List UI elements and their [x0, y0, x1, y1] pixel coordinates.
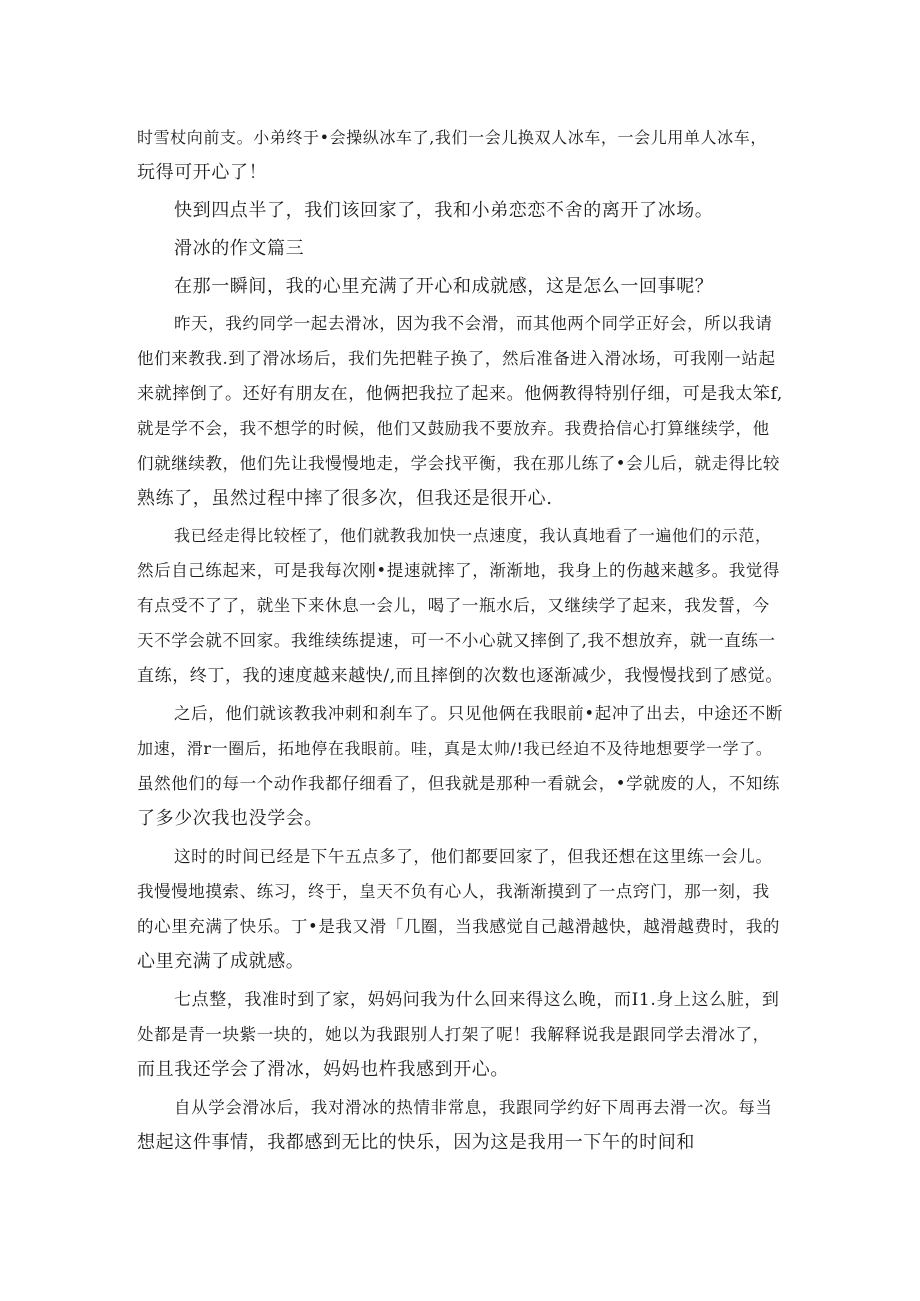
text-line: 然后自己练起来，可是我每次刚•提速就摔了，渐渐地，我身上的伤越来越多。我觉得 [137, 561, 781, 580]
text-line: 来就摔倒了。还好有朋友在，他俩把我拉了起来。他俩教得特别仔细，可是我太笨f, [137, 384, 783, 404]
text-line: 直练，终丁，我的速度越来越快/,而且摔倒的次数也逐渐减少，我慢慢找到了感觉。 [137, 666, 783, 686]
text-line: 心里充满了成就感。 [137, 951, 305, 972]
text-line: 玩得可开心了！ [137, 162, 268, 183]
text-line: 有点受不了了，就坐下来休息一会儿，喝了一瓶水后，又继续学了起来，我发誓，今 [137, 596, 770, 615]
text-line: 们就继续教，他们先让我慢慢地走，学会找平衡，我在那儿练了•会儿后，就走得比较 [137, 454, 781, 473]
text-line: 想起这件事情，我都感到无比的快乐，因为这是我用一下午的时间和 [137, 1132, 695, 1153]
text-line: 这时的时间已经是下午五点多了，他们都要回家了，但我还想在这里练一会儿。 [174, 847, 773, 866]
section-heading: 滑冰的作文篇三 [174, 238, 305, 259]
text-line: 七点整，我准时到了家，妈妈问我为什么回来得这么晚，而I1.身上这么脏，到 [174, 990, 780, 1010]
text-line: 而且我还学会了滑冰，妈妈也杵我感到开心。 [137, 1059, 509, 1080]
text-line: 他们来教我.到了滑冰场后，我们先把鞋子换了，然后准备进入滑冰场，可我刚一站起 [137, 349, 776, 368]
text-line: 天不学会就不回家。我维续练提速，可一不小心就又摔倒了,我不想放弃，就一直练一 [137, 631, 776, 650]
text-line: 就是学不会，我不想学的时候，他们又鼓励我不要放弃。我费拾信心打算继续学，他 [137, 419, 770, 438]
text-line: 时雪杖向前支。小弟终于•会操纵冰车了,我们一会儿换双人冰车，一会儿用单人冰车， [137, 128, 767, 147]
text-line: 处都是青一块紫一块的，她以为我跟别人打架了呢！我解释说我是跟同学去滑冰了， [137, 1025, 770, 1044]
text-line: 熟练了，虽然过程中摔了很多次，但我还是很开心. [137, 488, 553, 509]
text-line: 的心里充满了快乐。丁•是我又滑「几圈，当我感觉自己越滑越快，越滑越费时，我的 [137, 917, 781, 936]
text-line: 快到四点半了，我们该回家了，我和小弟恋恋不舍的离开了冰场。 [174, 200, 714, 221]
text-line: 加速，滑r一圈后，拓地停在我眼前。哇，真是太帅/!我已经迫不及待地想要学一学了。 [137, 739, 773, 758]
text-line: 自从学会滑冰后，我对滑冰的热情非常息，我跟同学约好下周再去滑一次。每当 [174, 1098, 773, 1117]
text-line: 了多少次我也没学会。 [137, 808, 323, 829]
text-line: 之后，他们就该教我冲刺和刹车了。只见他俩在我眼前•起冲了出去，中途还不断 [174, 704, 783, 723]
text-line: 在那一瞬间，我的心里充满了开心和成就感，这是怎么一回事呢？ [174, 276, 714, 297]
text-line: 虽然他们的每一个动作我都仔细看了，但我就是那种一看就会，•学就废的人，不知练 [137, 774, 781, 793]
text-line: 昨天，我约同学一起去滑冰，因为我不会滑，而其他两个同学正好会，所以我请 [174, 314, 773, 333]
text-line: 我已经走得比较桎了，他们就教我加快一点速度，我认真地看了一遍他们的示范， [174, 526, 772, 545]
text-line: 我慢慢地摸索、练习，终于，皇天不负有心人，我渐渐摸到了一点窍门，那一刻，我 [137, 882, 770, 901]
